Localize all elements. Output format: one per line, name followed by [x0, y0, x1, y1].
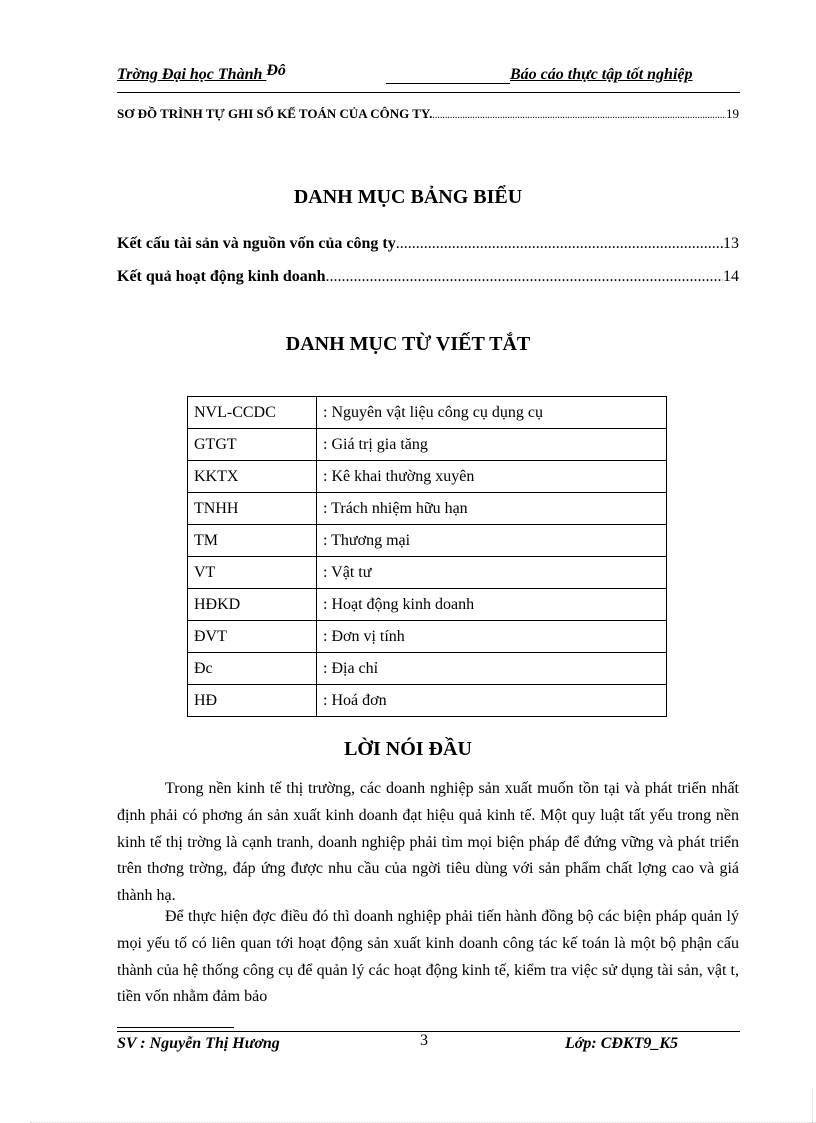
- tables-list-item-label: Kết cấu tài sản và nguồn vốn của công ty: [117, 235, 396, 252]
- footer-short-rule: [117, 1027, 234, 1028]
- abbreviations-table: [187, 396, 667, 717]
- footer-rule: [117, 1031, 740, 1032]
- header-school-text: Trờng Đại học Thành: [117, 66, 267, 83]
- abbr-meaning: : Hoạt động kinh doanh: [317, 589, 667, 621]
- header-underline-gap: [386, 83, 510, 84]
- header-report-title: Báo cáo thực tập tốt nghiệp: [510, 66, 693, 83]
- preface-paragraph: Để thực hiện đợc điều đó thì doanh nghiệp phải tiến hành đồng bộ các biện pháp quản lý mọi yếu tố có liên quan tới hoạt động sản xuất kinh doanh công tác kế toán là một bộ phận cấu thành của hệ thống công cụ để quản lý các hoạt động kinh tế, kiểm tra việc sử dụng tài sản, vật t, tiền vốn nhằm đảm bảo: [117, 908, 739, 1006]
- toc-leader-dots: [432, 110, 726, 121]
- page-corner-dotted-line: [812, 1088, 813, 1123]
- abbr-code: TM: [188, 525, 317, 557]
- table-row: [188, 557, 667, 589]
- abbr-code: VT: [188, 557, 317, 589]
- abbr-meaning: : Vật tư: [317, 557, 667, 589]
- table-row: [188, 493, 667, 525]
- table-row: [188, 397, 667, 429]
- abbr-meaning: : Hoá đơn: [317, 685, 667, 717]
- preface-paragraph: Trong nền kinh tế thị trường, các doanh nghiệp sản xuất muốn tồn tại và phát triển nhất định phải có phơng án sản xuất kinh doanh đạt hiệu quả kinh tế. Một quy luật tất yếu trong nền kinh tế thị trờng là cạnh tranh, doanh nghiệp phải tìm mọi biện pháp để đứng vững và phát triển trên thơng trờng, đáp ứng được nhu cầu của ngời tiêu dùng với sản phẩm chất lợng cao và giá thành hạ.: [117, 780, 739, 905]
- table-row: [188, 525, 667, 557]
- toc-item-diagram: [117, 106, 739, 122]
- tables-list-item-page: 14: [723, 268, 739, 285]
- abbreviations-title: DANH MỤC TỪ VIẾT TẮT: [285, 333, 531, 355]
- header-school: [117, 62, 286, 84]
- footer-student: SV : Nguyễn Thị Hương: [117, 1035, 280, 1052]
- abbr-meaning: : Thương mại: [317, 525, 667, 557]
- table-row: [188, 621, 667, 653]
- tables-list-item: [117, 235, 739, 253]
- abbr-meaning: : Địa chỉ: [317, 653, 667, 685]
- tables-list-title: DANH MỤC BẢNG BIỂU: [293, 186, 523, 208]
- page-number: 3: [420, 1032, 428, 1049]
- toc-leader-dots: [396, 235, 723, 253]
- toc-leader-dots: [326, 268, 723, 286]
- table-row: [188, 685, 667, 717]
- abbr-meaning: : Kê khai thường xuyên: [317, 461, 667, 493]
- abbr-code: TNHH: [188, 493, 317, 525]
- preface-title: LỜI NÓI ĐẦU: [344, 738, 472, 760]
- abbr-code: KKTX: [188, 461, 317, 493]
- abbr-meaning: : Đơn vị tính: [317, 621, 667, 653]
- toc-item-label: SƠ ĐỒ TRÌNH TỰ GHI SỔ KẾ TOÁN CỦA CÔNG TY.: [117, 106, 433, 121]
- abbr-meaning: : Trách nhiệm hữu hạn: [317, 493, 667, 525]
- tables-list-item: [117, 268, 739, 286]
- abbr-code: HĐKD: [188, 589, 317, 621]
- table-row: [188, 589, 667, 621]
- table-row: [188, 429, 667, 461]
- abbr-code: GTGT: [188, 429, 317, 461]
- abbr-code: HĐ: [188, 685, 317, 717]
- abbr-code: Đc: [188, 653, 317, 685]
- toc-item-page: 19: [726, 106, 739, 121]
- tables-list-item-page: 13: [723, 235, 739, 252]
- header-school-do: Đô: [266, 62, 286, 79]
- table-row: [188, 461, 667, 493]
- abbr-code: ĐVT: [188, 621, 317, 653]
- header-rule: [117, 92, 740, 93]
- abbr-code: NVL-CCDC: [188, 397, 317, 429]
- tables-list-item-label: Kết quả hoạt động kinh doanh: [117, 268, 326, 285]
- table-row: [188, 653, 667, 685]
- abbr-meaning: : Giá trị gia tăng: [317, 429, 667, 461]
- abbr-meaning: : Nguyên vật liệu công cụ dụng cụ: [317, 397, 667, 429]
- footer-class: Lớp: CĐKT9_K5: [565, 1035, 679, 1052]
